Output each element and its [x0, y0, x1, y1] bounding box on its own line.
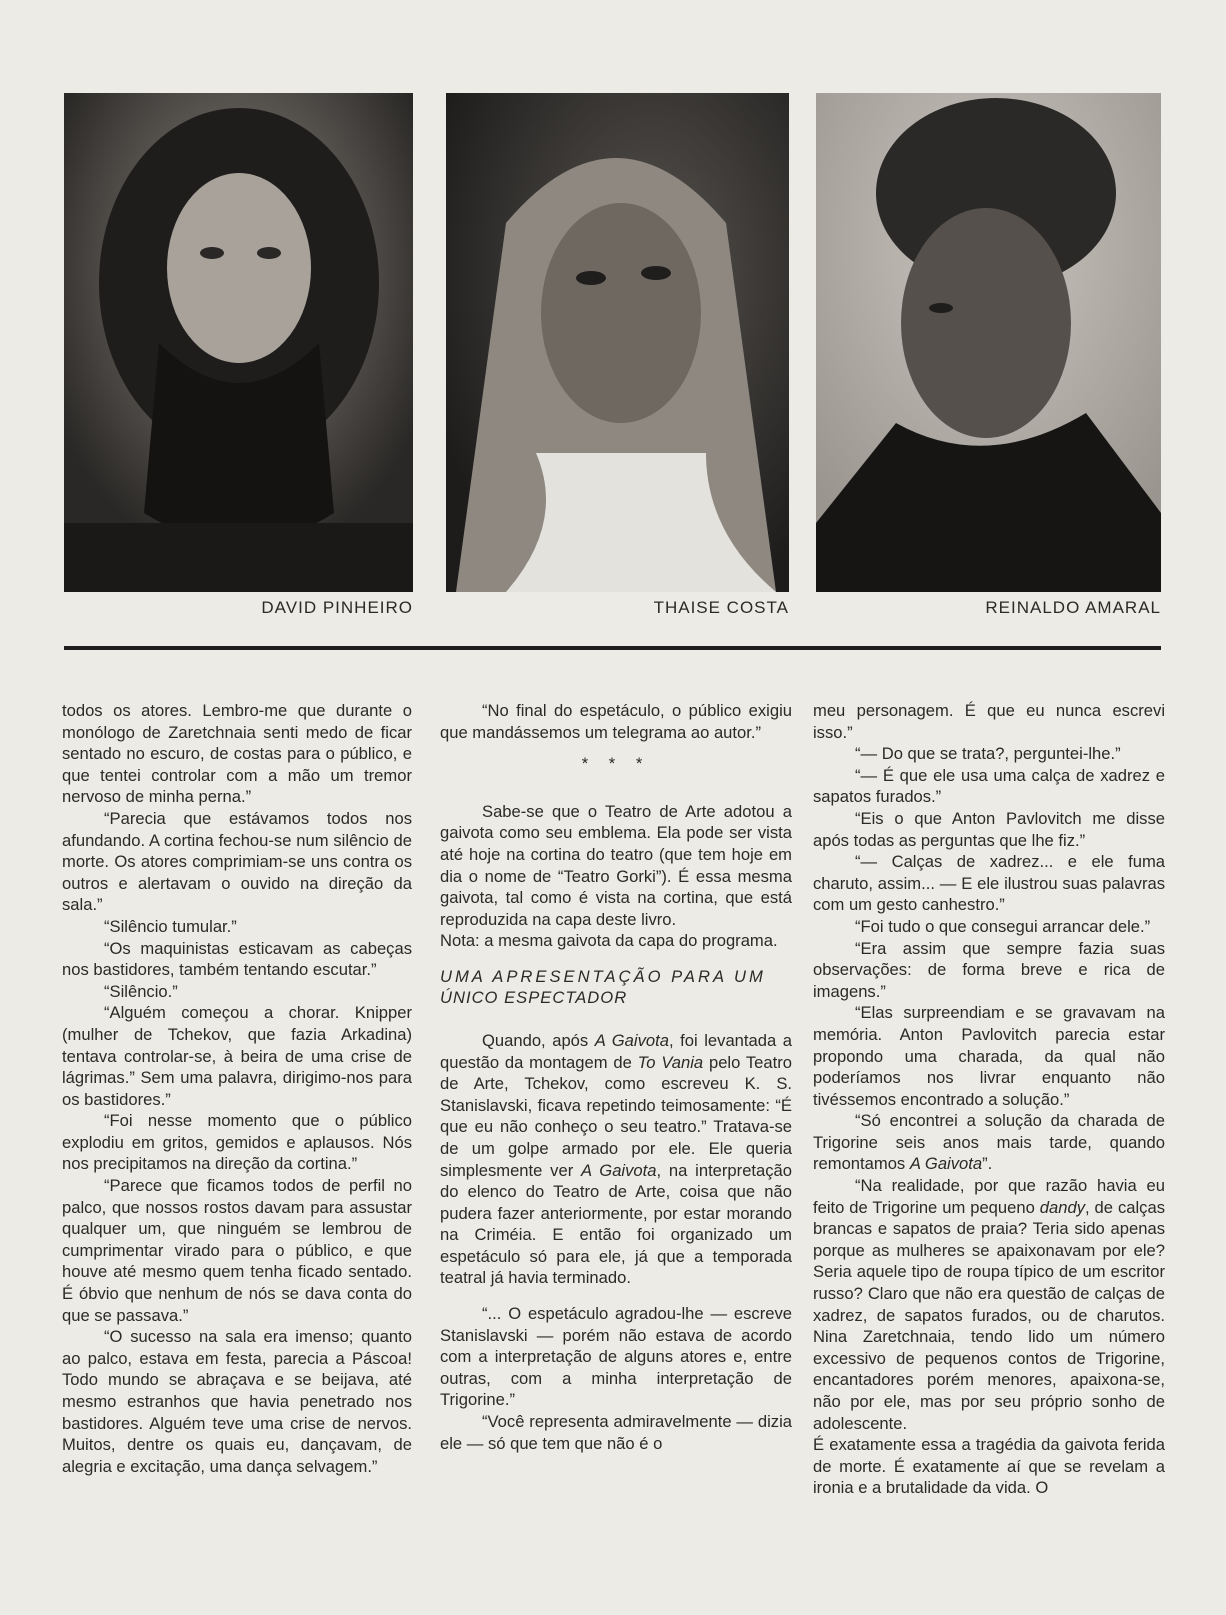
- paragraph: “Você representa admiravelmente — dizia ele — só que tem que não é o: [440, 1412, 792, 1453]
- section-heading: ÚNICO ESPECTADOR: [440, 987, 628, 1007]
- horizontal-divider: [64, 646, 1161, 650]
- paragraph: todos os atores. Lembro-me que durante o monólogo de Zaretchnaia senti medo de ficar sentado no escuro, de costas para o público, e que tentei controlar com a mão um tremor nervoso de minha perna.”: [62, 701, 412, 807]
- paragraph: “— Do que se trata?, perguntei-lhe.”: [855, 744, 1121, 764]
- photo-caption: REINALDO AMARAL: [985, 598, 1161, 617]
- paragraph: “Silêncio tumular.”: [104, 916, 237, 936]
- portrait-photo-david-pinheiro: [64, 93, 413, 592]
- portrait-photo-thaise-costa: [446, 93, 789, 592]
- paragraph: “Parecia que estávamos todos nos afundando. A cortina fechou-se num silêncio de morte. Os atores comprimiam-se uns contra os outros e alertavam o ouvido na direção da sala.”: [62, 808, 412, 915]
- paragraph: “O sucesso na sala era imenso; quanto ao palco, estava em festa, parecia a Páscoa! Todo mundo se abraçava e se beijava, até mesmo estranhos que havia penetrado nos bastidores. Alguém teve uma crise de nervos. Muitos, dentre os quais eu, dançavam, de alegria e excitação, uma dança selvagem.”: [62, 1327, 412, 1476]
- portrait-bearded-man-image: [64, 93, 413, 592]
- paragraph: “Parece que ficamos todos de perfil no palco, que nossos rostos davam para assustar qualquer um, que ninguém se lembrou de cumprimentar virado para o público, e que houve até mesmo quem tenha ficado sentado. É óbvio que nenhum de nós se dava conta do que se passava.”: [62, 1176, 412, 1325]
- paragraph: “Foi tudo o que consegui arrancar dele.”: [855, 916, 1151, 936]
- text-column-1: [62, 700, 412, 1477]
- paragraph: “Eis o que Anton Pavlovitch me disse após todas as perguntas que lhe fiz.”: [813, 808, 1165, 850]
- portrait-photo-reinaldo-amaral: [816, 93, 1161, 592]
- paragraph: “Alguém começou a chorar. Knipper (mulher de Tchekov, que fazia Arkadina) tentava controlar-se, à beira de uma crise de lágrimas.” Sem uma palavra, dirigimo-nos para os bastidores.”: [62, 1003, 412, 1109]
- paragraph: “Os maquinistas esticavam as cabeças nos bastidores, também tentando escutar.”: [62, 938, 412, 980]
- portrait-young-woman-image: [446, 93, 789, 592]
- paragraph: “... O espetáculo agradou-lhe — escreve Stanislavski — porém não estava de acordo com a interpretação de alguns atores e, entre outras, com a minha interpretação de Trigorine.”: [440, 1304, 792, 1410]
- photo-caption: THAISE COSTA: [653, 598, 789, 617]
- paragraph: É exatamente essa a tragédia da gaivota ferida de morte. É exatamente aí que se revelam a ironia e a brutalidade da vida. O: [813, 1435, 1165, 1498]
- paragraph: “Era assim que sempre fazia suas observações: de forma breve e rica de imagens.”: [813, 938, 1165, 1001]
- photo-caption: DAVID PINHEIRO: [261, 598, 413, 617]
- paragraph: meu personagem. É que eu nunca escrevi isso.”: [813, 701, 1165, 742]
- paragraph: Quando, após A Gaivota, foi levantada a questão da montagem de To Vania pelo Teatro de Arte, Tchekov, como escreveu K. S. Stanislavski, ficava repetindo teimosamente: “É que eu não conheço o seu teatro.” Tratava-se de um golpe armado por ele. Ele queria simplesmente ver A Gaivota, na interpretação do elenco do Teatro de Arte, coisa que não pudera fazer anteriormente, por estar morando na Criméia. E então foi organizado um espetáculo só para ele, já que a temporada teatral já havia terminado.: [440, 1030, 793, 1288]
- text-column-2: [440, 700, 792, 1454]
- paragraph: “Elas surpreendiam e se gravavam na memória. Anton Pavlovitch parecia estar propondo uma charada, da qual não poderíamos nos livrar enquanto não tivéssemos encontrado a solução.”: [813, 1003, 1165, 1109]
- text-column-3: [813, 700, 1165, 1499]
- portrait-young-man-profile-image: [816, 93, 1161, 592]
- paragraph: Sabe-se que o Teatro de Arte adotou a gaivota como seu emblema. Ela pode ser vista até hoje na cortina do teatro (que tem hoje em dia o nome de “Teatro Gorki”). É essa mesma gaivota, tal como é vista na cortina, que está reproduzida na capa deste livro.: [440, 801, 792, 929]
- paragraph: “Na realidade, por que razão havia eu feito de Trigorine um pequeno dandy, de calças brancas e sapatos de praia? Teria sido apenas porque as mulheres se apaixonavam por ele? Seria aquele tipo de roupa típico de um escritor russo? Claro que não era questão de calças de xadrez, de sapatos furados, ou de charutos. Nina Zaretchnaia, tendo lido um número excessivo de pequenos contos de Trigorine, encantadores porém menores, apaixona-se, não por ele, mas por seu próprio sonho de adolescente.: [813, 1176, 1165, 1433]
- paragraph: “Silêncio.”: [104, 981, 178, 1001]
- section-heading: UMA APRESENTAÇÃO PARA UM: [440, 966, 766, 986]
- section-break-stars: * * *: [581, 754, 651, 774]
- paragraph-note: Nota: a mesma gaivota da capa do programa.: [440, 931, 778, 951]
- paragraph: “No final do espetáculo, o público exigiu que mandássemos um telegrama ao autor.”: [440, 701, 792, 742]
- paragraph: “Foi nesse momento que o público explodiu em gritos, gemidos e aplausos. Nós nos precipitamos na direção da cortina.”: [62, 1111, 412, 1174]
- paragraph: “Só encontrei a solução da charada de Trigorine seis anos mais tarde, quando remontamos A Gaivota”.: [813, 1111, 1165, 1174]
- paragraph: “— É que ele usa uma calça de xadrez e sapatos furados.”: [813, 765, 1165, 807]
- paragraph: “— Calças de xadrez... e ele fuma charuto, assim... — E ele ilustrou suas palavras com um gesto canhestro.”: [813, 852, 1165, 915]
